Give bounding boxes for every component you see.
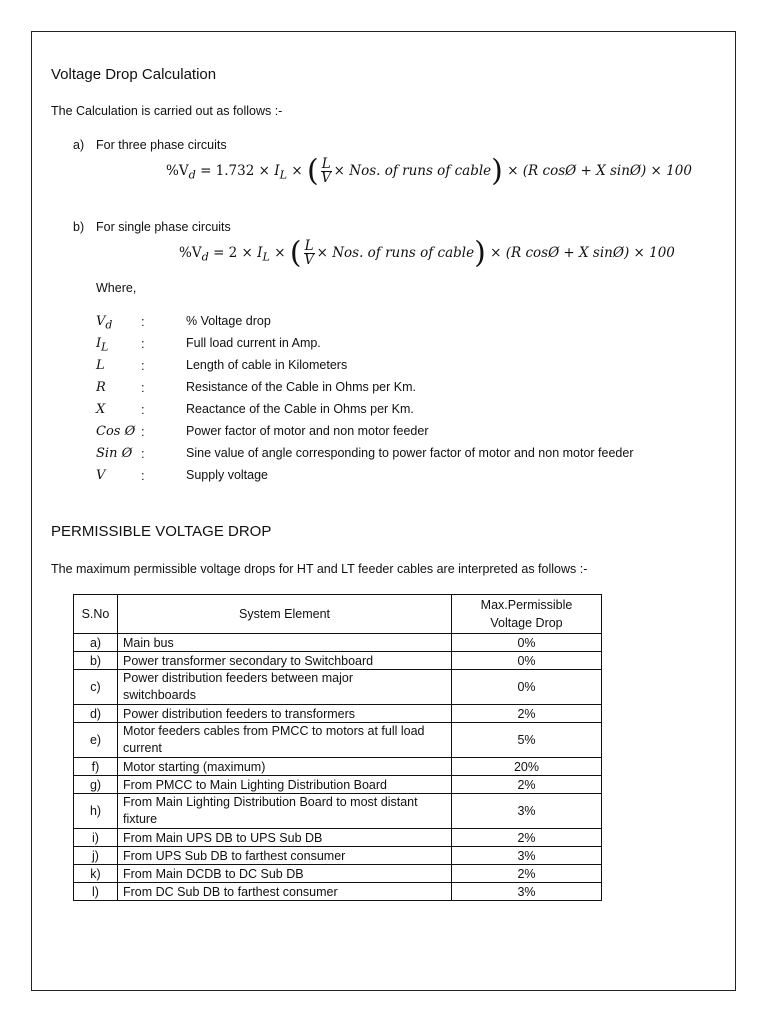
def-separator: : xyxy=(141,446,145,461)
cell-sno: g) xyxy=(74,776,118,794)
cell-element: From Main DCDB to DC Sub DB xyxy=(118,865,452,883)
cell-element: From Main Lighting Distribution Board to most distant fixture xyxy=(118,794,452,829)
def-symbol: Sin Ø xyxy=(96,446,133,461)
cell-sno: h) xyxy=(74,794,118,829)
def-description: Resistance of the Cable in Ohms per Km. xyxy=(186,380,416,394)
section-title-voltage-drop: Voltage Drop Calculation xyxy=(51,66,217,83)
item-a-marker: a) xyxy=(73,138,85,152)
header-max-drop: Max.Permissible Voltage Drop xyxy=(452,595,602,634)
table-row xyxy=(74,883,602,901)
def-description: Full load current in Amp. xyxy=(186,336,321,350)
cell-sno: b) xyxy=(74,652,118,670)
cell-drop: 20% xyxy=(452,758,602,776)
table-header-row xyxy=(74,595,602,634)
def-symbol: Cos Ø xyxy=(96,424,136,439)
formula-three-phase: $\%V_d = 1.732 \times I_L$ × ( $\frac{L}{V}$ × Nos. of runs of cable) × (R cosØ + X sinØ) × 100 xyxy=(166,153,692,189)
cell-sno: e) xyxy=(74,723,118,758)
cell-drop: 0% xyxy=(452,652,602,670)
calc-intro: The Calculation is carried out as follows :- xyxy=(51,104,283,118)
cell-sno: l) xyxy=(74,883,118,901)
def-description: Reactance of the Cable in Ohms per Km. xyxy=(186,402,414,416)
cell-element: From DC Sub DB to farthest consumer xyxy=(118,883,452,901)
cell-element: Motor feeders cables from PMCC to motors at full load current xyxy=(118,723,452,758)
def-symbol: X xyxy=(96,402,106,417)
cell-drop: 0% xyxy=(452,634,602,652)
cell-drop: 0% xyxy=(452,670,602,705)
header-system-element: System Element xyxy=(118,595,452,634)
cell-sno: c) xyxy=(74,670,118,705)
header-sno: S.No xyxy=(74,595,118,634)
cell-drop: 3% xyxy=(452,847,602,865)
permissible-intro: The maximum permissible voltage drops for HT and LT feeder cables are interpreted as follows :- xyxy=(51,562,588,576)
item-b-label: For single phase circuits xyxy=(96,220,231,234)
def-symbol: V xyxy=(96,468,106,483)
def-description: Supply voltage xyxy=(186,468,269,482)
def-separator: : xyxy=(141,380,145,395)
item-a-label: For three phase circuits xyxy=(96,138,227,152)
cell-drop: 3% xyxy=(452,883,602,901)
item-b-marker: b) xyxy=(73,220,85,234)
def-separator: : xyxy=(141,402,145,417)
table-row xyxy=(74,723,602,758)
cell-drop: 3% xyxy=(452,794,602,829)
cell-element: From UPS Sub DB to farthest consumer xyxy=(118,847,452,865)
table-row xyxy=(74,847,602,865)
cell-sno: a) xyxy=(74,634,118,652)
def-symbol: $I_L$ xyxy=(96,336,109,354)
def-description: Length of cable in Kilometers xyxy=(186,358,348,372)
cell-drop: 2% xyxy=(452,705,602,723)
cell-sno: f) xyxy=(74,758,118,776)
table-row xyxy=(74,670,602,705)
def-separator: : xyxy=(141,424,145,439)
cell-sno: j) xyxy=(74,847,118,865)
cell-sno: k) xyxy=(74,865,118,883)
cell-element: Main bus xyxy=(118,634,452,652)
where-label: Where, xyxy=(96,281,137,295)
table-row xyxy=(74,829,602,847)
table-row xyxy=(74,794,602,829)
table-row xyxy=(74,652,602,670)
cell-element: From Main UPS DB to UPS Sub DB xyxy=(118,829,452,847)
table-row xyxy=(74,634,602,652)
def-symbol: L xyxy=(96,358,105,373)
def-separator: : xyxy=(141,468,145,483)
cell-drop: 2% xyxy=(452,829,602,847)
cell-drop: 2% xyxy=(452,865,602,883)
table-row xyxy=(74,758,602,776)
def-separator: : xyxy=(141,314,145,329)
cell-element: Power distribution feeders to transformers xyxy=(118,705,452,723)
cell-drop: 5% xyxy=(452,723,602,758)
def-description: Power factor of motor and non motor feeder xyxy=(186,424,429,438)
def-description: Sine value of angle corresponding to power factor of motor and non motor feeder xyxy=(186,446,634,460)
cell-sno: d) xyxy=(74,705,118,723)
def-separator: : xyxy=(141,358,145,373)
formula-single-phase: $\%V_d = 2 \times I_L$ × ( $\frac{L}{V}$ × Nos. of runs of cable) × (R cosØ + X sinØ) × 100 xyxy=(179,235,675,271)
cell-element: From PMCC to Main Lighting Distribution Board xyxy=(118,776,452,794)
cell-element: Motor starting (maximum) xyxy=(118,758,452,776)
def-symbol: $V_d$ xyxy=(96,314,113,332)
def-description: % Voltage drop xyxy=(186,314,271,328)
table-row xyxy=(74,705,602,723)
voltage-drop-table xyxy=(73,594,602,901)
table-row xyxy=(74,865,602,883)
cell-element: Power distribution feeders between major switchboards xyxy=(118,670,452,705)
cell-element: Power transformer secondary to Switchboard xyxy=(118,652,452,670)
table-row xyxy=(74,776,602,794)
def-separator: : xyxy=(141,336,145,351)
def-symbol: R xyxy=(96,380,106,395)
section-title-permissible-drop: PERMISSIBLE VOLTAGE DROP xyxy=(51,523,272,540)
cell-sno: i) xyxy=(74,829,118,847)
cell-drop: 2% xyxy=(452,776,602,794)
